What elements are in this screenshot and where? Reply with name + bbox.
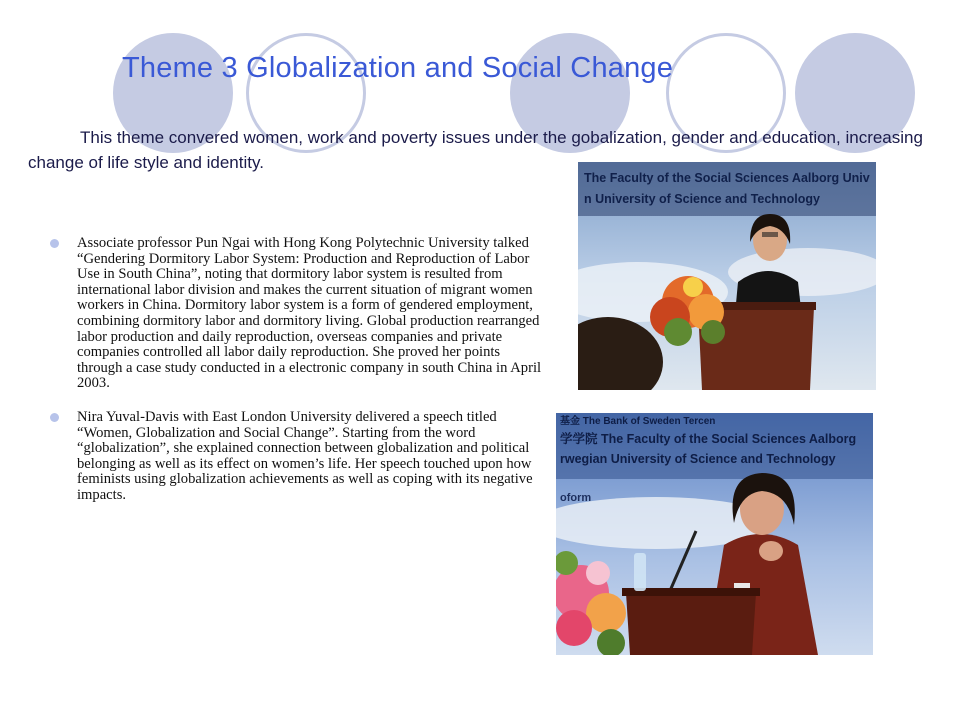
photo2-banner-line0: 基金 The Bank of Sweden Tercen [560,416,716,427]
bullet-dot-icon [50,413,59,422]
photo2-banner-line1: 学学院 The Faculty of the Social Sciences Aalborg [560,432,857,446]
intro-paragraph: This theme convered women, work and poverty issues under the gobalization, gender and education, increasing change of life style and identity. [28,128,923,172]
bullet-list [48,236,548,522]
bullet-dot-icon [50,239,59,248]
photo-speaker-2 [556,413,873,655]
photo1-banner-line2: n University of Science and Technology [584,192,820,206]
bullet-text: Associate professor Pun Ngai with Hong Kong Polytechnic University talked “Gendering Dormitory Labor System: Production and Reproduction of Labor Use in South China”, noting that dormitory labor system is resulted from international labor division and makes the current situation of migrant women workers in China. Dormitory labor system is a form of gendered employment, combining dormitory labor and dormitory living. Global production rearranged labor production and daily reproduction, overseas companies and private companies controlled all labor daily reproduction. She proved her points through a case study conducted in a electronic company in south China in April 2003. [77,235,542,392]
photo1-banner-line1: The Faculty of the Social Sciences Aalborg Univ [584,171,870,185]
bullet-text: Nira Yuval-Davis with East London University delivered a speech titled “Women, Globalization and Social Change”. Starting from the word “globalization”, she explained connection between globalization and political belonging as well as its effect on women’s life. Her speech touched upon how feminists using globalization achievements as well as coping with its negative impacts. [77,408,533,503]
bullet-item [48,410,548,504]
photo-speaker-1 [578,162,876,390]
bullet-item [48,236,548,392]
photo2-banner-line2: rwegian University of Science and Technology [560,452,836,466]
photo2-banner-line3: oform [560,492,592,504]
slide-title: Theme 3 Globalization and Social Change [122,52,674,84]
